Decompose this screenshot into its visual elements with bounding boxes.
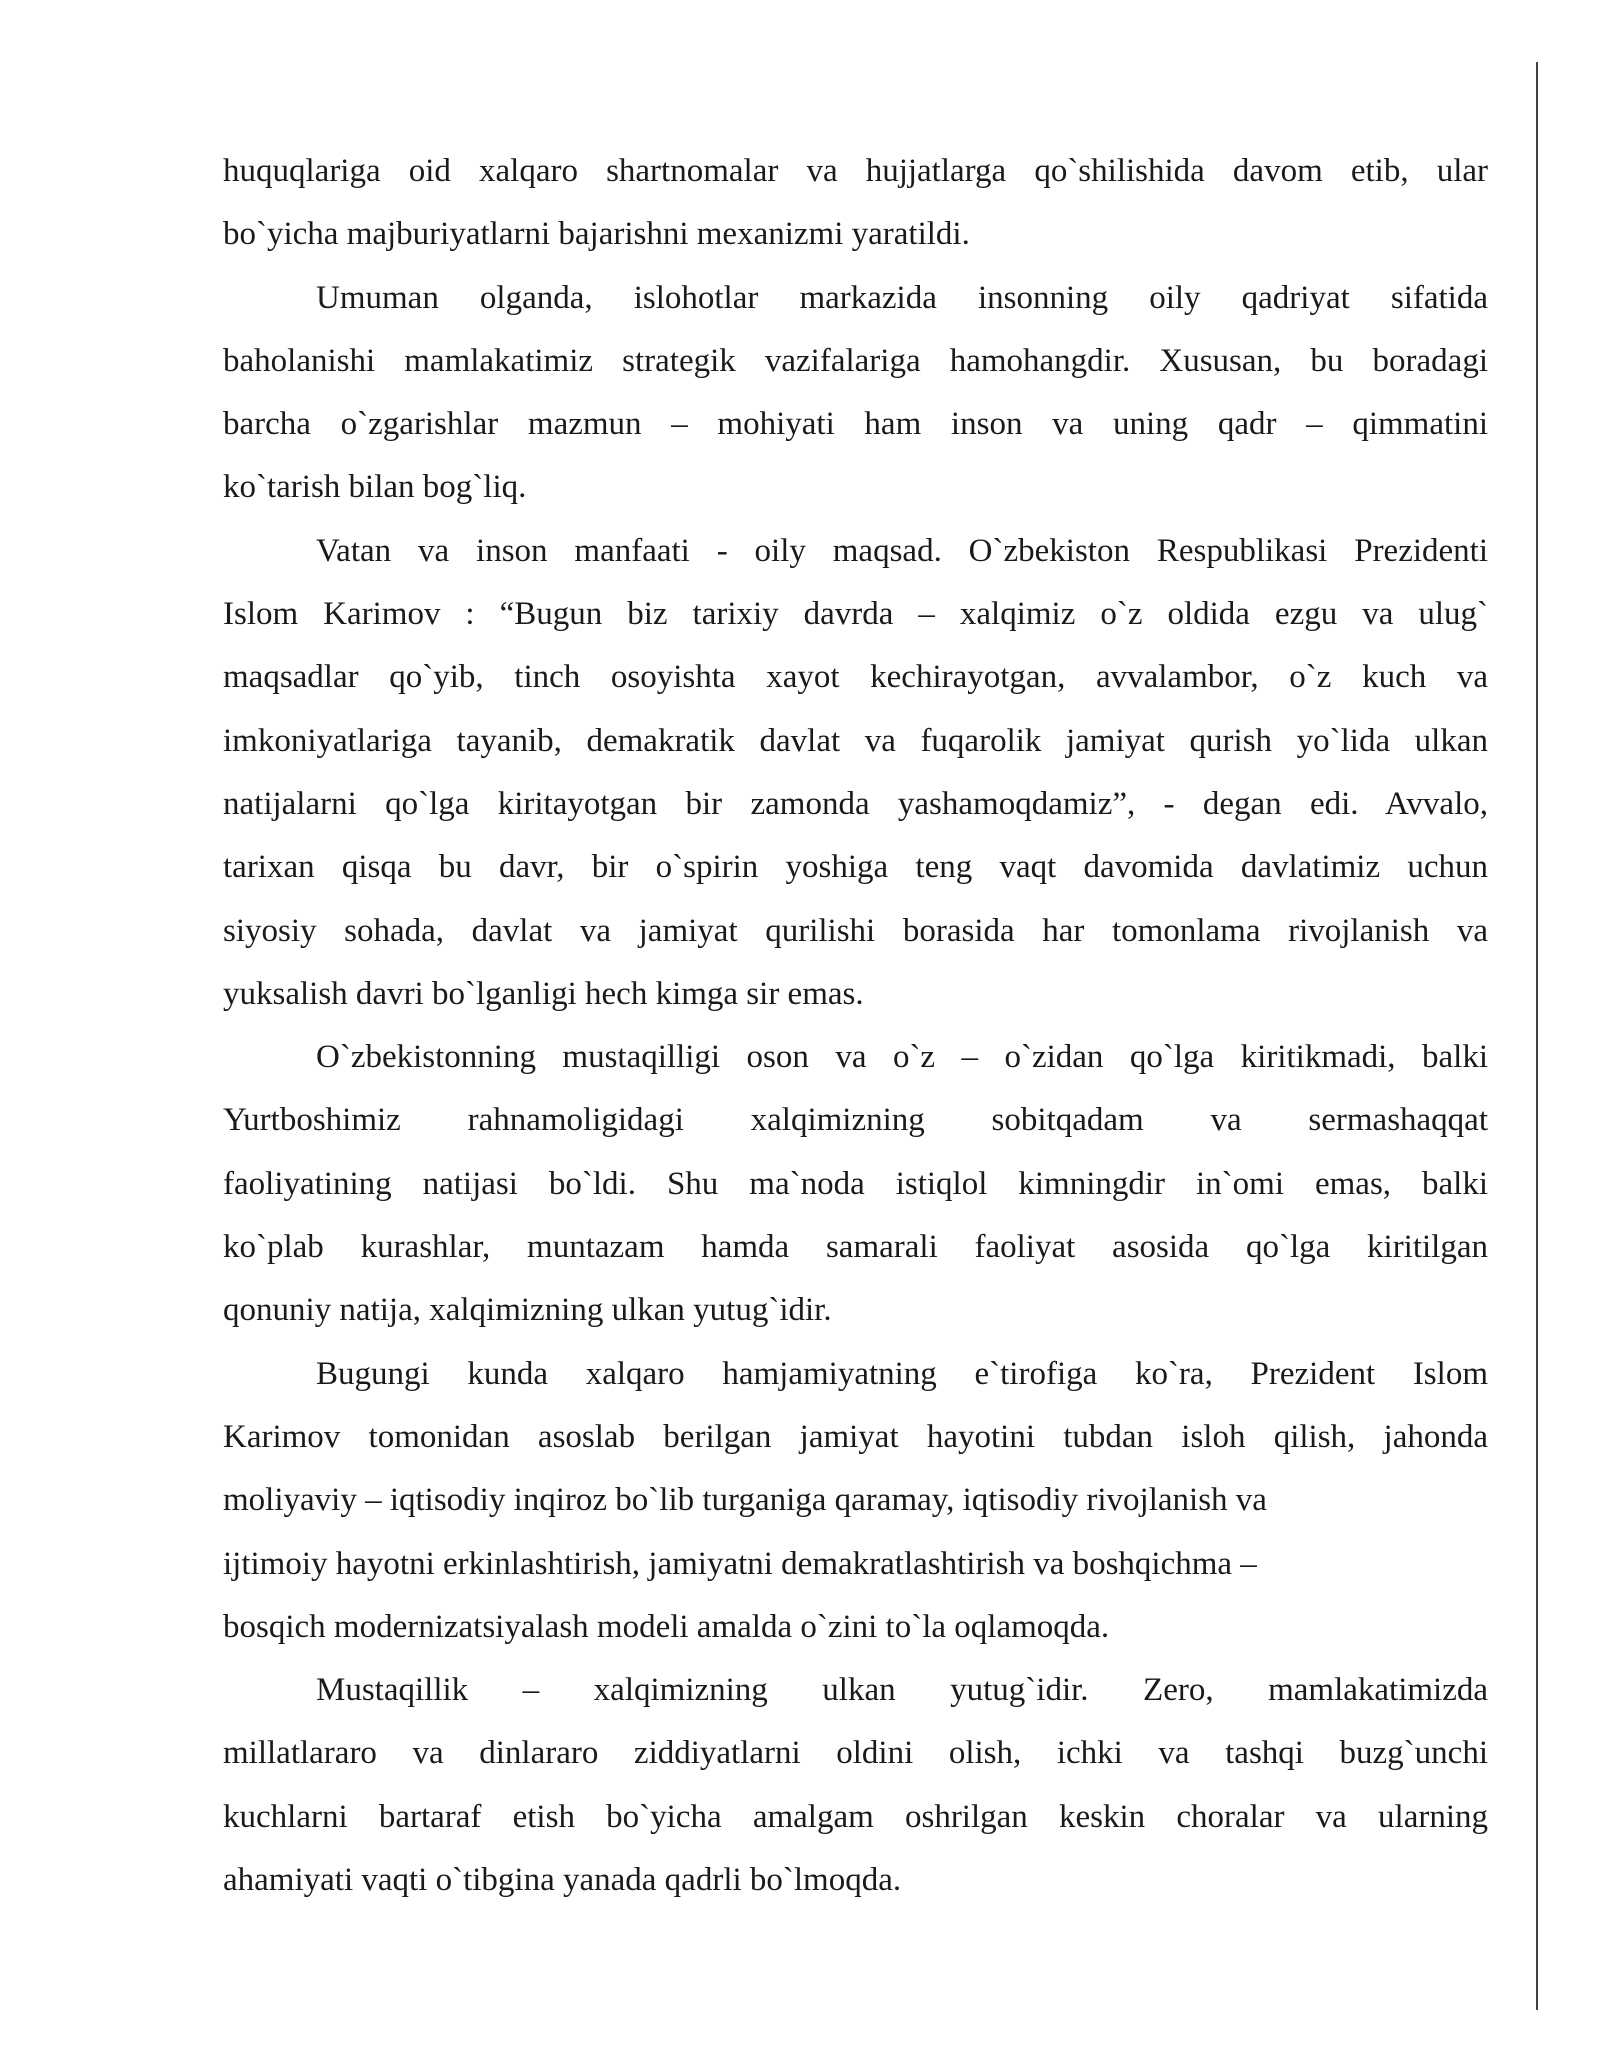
text-line: Vatan va inson manfaati - oily maqsad. O`zbekiston Respublikasi Prezidenti <box>316 532 1488 569</box>
body-text <box>223 140 1488 1912</box>
text-line: ko`plab kurashlar, muntazam hamda samarali faoliyat asosida qo`lga kiritilgan <box>223 1229 1488 1266</box>
paragraph <box>223 1026 1488 1342</box>
text-line: faoliyatining natijasi bo`ldi. Shu ma`noda istiqlol kimningdir in`omi emas, balki <box>223 1165 1488 1202</box>
text-line: natijalarni qo`lga kiritayotgan bir zamonda yashamoqdamiz”, - degan edi. Avvalo, <box>223 785 1488 822</box>
text-line: ijtimoiy hayotni erkinlashtirish, jamiyatni demakratlashtirish va boshqichma – <box>223 1545 1257 1582</box>
text-line: siyosiy sohada, davlat va jamiyat qurilishi borasida har tomonlama rivojlanish va <box>223 912 1488 949</box>
text-line: baholanishi mamlakatimiz strategik vazifalariga hamohangdir. Xususan, bu boradagi <box>223 342 1488 379</box>
text-line: Mustaqillik – xalqimizning ulkan yutug`idir. Zero, mamlakatimizda <box>316 1672 1488 1709</box>
text-line: huquqlariga oid xalqaro shartnomalar va hujjatlarga qo`shilishida davom etib, ular <box>223 153 1488 189</box>
text-line: Umuman olganda, islohotlar markazida insonning oily qadriyat sifatida <box>316 279 1488 316</box>
text-line: bosqich modernizatsiyalash modeli amalda o`zini to`la oqlamoqda. <box>223 1608 1110 1645</box>
text-line: moliyaviy – iqtisodiy inqiroz bo`lib turganiga qaramay, iqtisodiy rivojlanish va <box>223 1482 1267 1519</box>
text-line: bo`yicha majburiyatlarni bajarishni mexanizmi yaratildi. <box>223 216 970 253</box>
text-line: Karimov tomonidan asoslab berilgan jamiyat hayotini tubdan isloh qilish, jahonda <box>223 1418 1488 1455</box>
text-line: millatlararo va dinlararo ziddiyatlarni oldini olish, ichki va tashqi buzg`unchi <box>223 1735 1488 1772</box>
right-margin-rule <box>1536 62 1538 2010</box>
text-line: barcha o`zgarishlar mazmun – mohiyati ham inson va uning qadr – qimmatini <box>223 406 1488 443</box>
paragraph <box>223 140 1488 267</box>
text-line: maqsadlar qo`yib, tinch osoyishta xayot kechirayotgan, avvalambor, o`z kuch va <box>223 659 1488 696</box>
text-line: yuksalish davri bo`lganligi hech kimga sir emas. <box>223 975 864 1012</box>
text-line: ahamiyati vaqti o`tibgina yanada qadrli bo`lmoqda. <box>223 1862 902 1899</box>
text-line: kuchlarni bartaraf etish bo`yicha amalgam oshrilgan keskin choralar va ularning <box>223 1798 1488 1835</box>
text-line: Yurtboshimiz rahnamoligidagi xalqimizning sobitqadam va sermashaqqat <box>223 1102 1488 1139</box>
text-line: qonuniy natija, xalqimizning ulkan yutug`idir. <box>223 1292 832 1329</box>
paragraph <box>223 267 1488 520</box>
paragraph <box>223 1659 1488 1912</box>
text-line: ko`tarish bilan bog`liq. <box>223 469 527 506</box>
text-line: Islom Karimov : “Bugun biz tarixiy davrda – xalqimiz o`z oldida ezgu va ulug` <box>223 596 1488 633</box>
text-line: O`zbekistonning mustaqilligi oson va o`z – o`zidan qo`lga kiritikmadi, balki <box>316 1039 1488 1076</box>
paragraph <box>223 520 1488 1026</box>
text-line: Bugungi kunda xalqaro hamjamiyatning e`tirofiga ko`ra, Prezident Islom <box>316 1355 1488 1392</box>
text-line: imkoniyatlariga tayanib, demakratik davlat va fuqarolik jamiyat qurish yo`lida ulkan <box>223 722 1488 759</box>
paragraph <box>223 1343 1488 1659</box>
text-line: tarixan qisqa bu davr, bir o`spirin yoshiga teng vaqt davomida davlatimiz uchun <box>223 849 1488 886</box>
